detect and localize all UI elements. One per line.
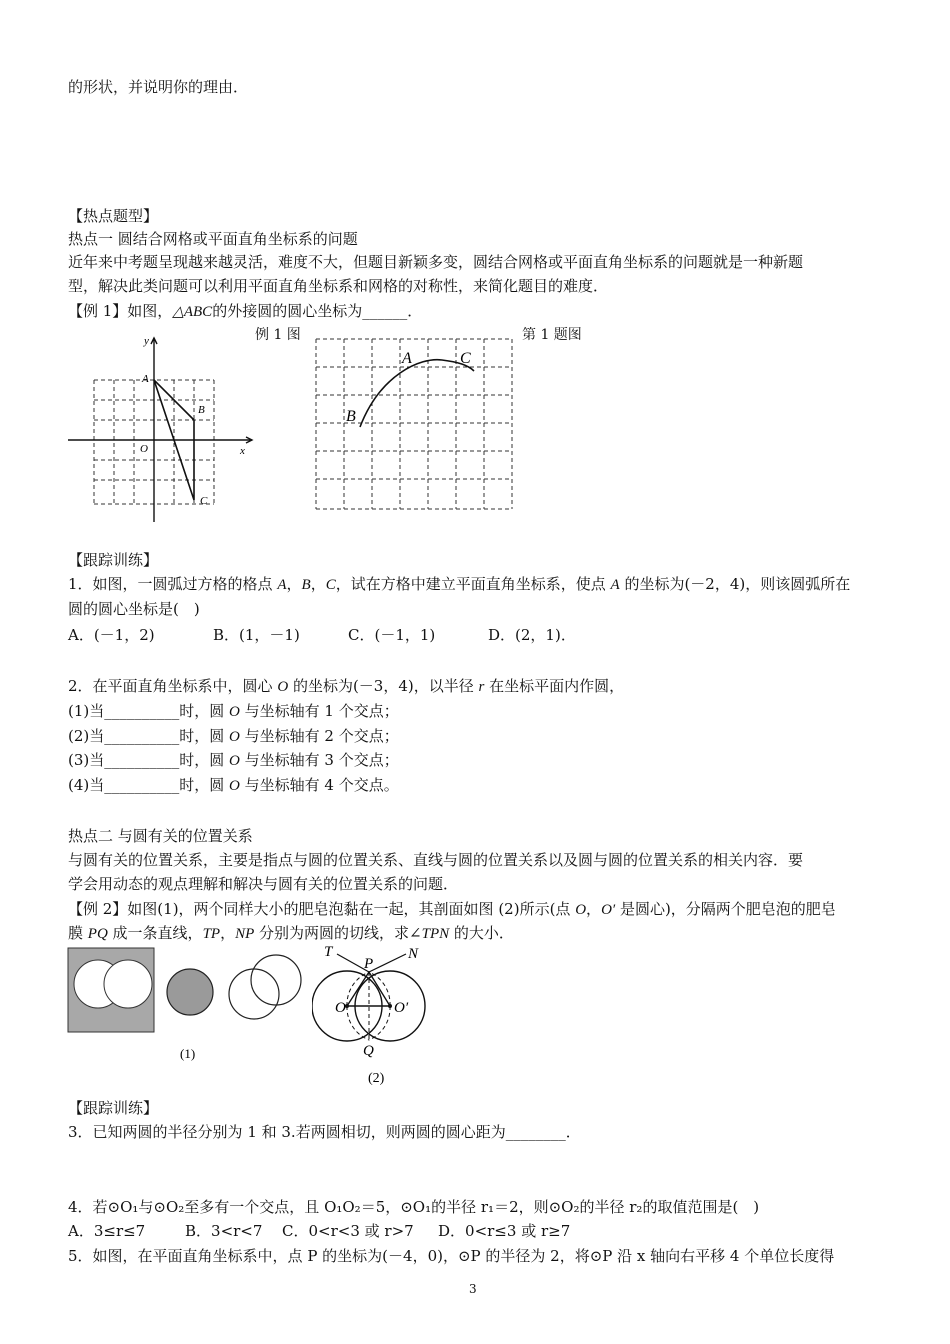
q2-i4-pre: (4)当__________时，圆 [68,776,230,794]
fig3-caption-1: (1) [180,1046,196,1061]
ex1-label: 【例 1】如图， [68,302,173,320]
q1-pb: B [301,577,311,593]
q3-line: 3．已知两圆的半径分别为 1 和 3.若两圆相切，则两圆的圆心距为________． [68,1123,581,1141]
q1-option-c: C．(－1，1) [348,626,436,644]
q2-i3-pre: (3)当__________时，圆 [68,751,230,769]
q2-i1-post: 与坐标轴有 1 个交点； [239,702,399,720]
ex2-t6: ， [220,924,236,942]
ex2-tp: TP [202,926,221,942]
q1-pc: C [325,577,336,593]
bubble-section [167,969,213,1015]
q1-line-1 [68,573,850,596]
example1-caption: 例 1 图 [255,327,301,343]
hot1-para-1: 近年来中考题呈现越来越灵活，难度不大，但题目新颖多变，圆结合网格或平面直角坐标系的问题就是一种新题 [68,253,804,271]
q2-i1-o: O [229,704,240,720]
q2-r: r [478,679,485,695]
q1-option-b: B．(1，－1) [213,626,300,644]
ex2-tpn: TPN [421,926,450,942]
q2-item-2 [68,725,399,748]
fig2-label-b: B [346,408,356,425]
q2-t1: 2．在平面直角坐标系中，圆心 [68,677,278,695]
example2-line-2 [68,922,514,945]
bubble-outline-b [251,955,301,1005]
q2-t2: 的坐标为(－3，4)，以半径 [288,677,479,695]
question1-figure [310,335,520,515]
example1-axes [68,338,252,522]
ex2-o: O [575,902,587,918]
fig4-label-q: Q [363,1043,374,1059]
circle-arc [360,360,474,427]
example1-line [68,300,422,323]
q4-option-c: C．0<r<3 或 r>7 [282,1222,414,1240]
tangent-np [369,954,406,972]
q2-i4-o: O [229,778,240,794]
ex2-t5: 成一条直线， [107,924,203,942]
hot2-para-2: 学会用动态的观点理解和解决与圆有关的位置关系的问题． [68,875,459,893]
fig4-caption-2: (2) [368,1071,385,1086]
bubble-outline-a [229,969,279,1019]
ex2-t8: 的大小． [449,924,514,942]
fig1-label-b: B [198,404,205,416]
q4-option-d: D．0<r≤3 或 r≥7 [438,1222,571,1240]
fig1-label-c: C [200,495,208,507]
ex2-pq: PQ [87,926,108,942]
ex2-o2: O′ [601,902,616,918]
hot1-para-2: 型，解决此类问题可以利用平面直角坐标系和网格的对称性，来简化题目的难度． [68,277,609,295]
q2-i2-o: O [229,729,240,745]
hot2-title: 热点二 与圆有关的位置关系 [68,827,253,845]
ex1-rest: 的外接圆的圆心坐标为______． [212,302,423,320]
q2-i3-o: O [229,753,240,769]
q2-item-4 [68,774,399,797]
fig4-label-p: P [364,956,374,972]
ex2-t7: 分别为两圆的切线，求∠ [254,924,422,942]
fig4-label-t: T [324,944,333,960]
q1-t3: ， [310,575,326,593]
hot-types-heading: 【热点题型】 [68,207,159,225]
q4-option-a: A．3≤r≤7 [68,1222,146,1240]
ex1-triangle: △ABC [172,304,213,320]
q2-i1-pre: (1)当__________时，圆 [68,702,230,720]
page-number: 3 [469,1282,477,1296]
ex2-np: NP [235,926,255,942]
ex2-t4: 膜 [68,924,88,942]
q1-t1: 1．如图，一圆弧过方格的格点 [68,575,278,593]
q2-line-1 [68,675,624,698]
q2-item-1 [68,700,399,723]
q1-t5: 的坐标为(－2，4)，则该圆弧所在 [619,575,851,593]
fig2-label-c: C [460,350,471,367]
q1-option-d: D．(2，1)． [488,626,576,644]
q2-item-3 [68,749,399,772]
fig4-label-n: N [408,946,419,962]
q1-t2: ， [286,575,302,593]
q2-i2-post: 与坐标轴有 2 个交点； [239,727,399,745]
q1-pa2: A [610,577,620,593]
example2-line-1 [68,898,836,921]
intro-tail: 的形状，并说明你的理由． [68,78,249,96]
ex2-t1: 【例 2】如图(1)，两个同样大小的肥皂泡黏在一起，其剖面如图 (2)所示(点 [68,900,576,918]
soap-bubble-figure-2 [312,942,447,1092]
q5-line-1: 5．如图，在平面直角坐标系中，点 P 的坐标为(－4，0)，⊙P 的半径为 2，将⊙P 沿 x 轴向右平移 4 个单位长度得 [68,1247,835,1265]
tracking-heading-2: 【跟踪训练】 [68,1099,159,1117]
fig1-label-a: A [142,373,149,385]
q2-i3-post: 与坐标轴有 3 个交点； [239,751,399,769]
fig2-label-a: A [402,350,412,367]
q1-option-a: A．(－1，2) [68,626,155,644]
fig4-label-o: O [335,1000,346,1016]
hot1-title: 热点一 圆结合网格或平面直角坐标系的问题 [68,230,358,248]
fig1-label-x: x [240,445,245,457]
question1-caption: 第 1 题图 [522,327,582,343]
q2-t3: 在坐标平面内作圆， [484,677,625,695]
fig4-label-o-prime: O′ [394,1000,409,1016]
example1-figure [60,330,270,530]
q1-pa: A [277,577,287,593]
fig1-label-y: y [144,335,149,347]
q2-i4-post: 与坐标轴有 4 个交点。 [239,776,399,794]
q1-t4: ，试在方格中建立平面直角坐标系，使点 [335,575,611,593]
q4-option-b: B．3<r<7 [185,1222,263,1240]
hot2-para-1: 与圆有关的位置关系，主要是指点与圆的位置关系、直线与圆的位置关系以及圆与圆的位置关系的相关内容．要 [68,851,804,869]
fig1-label-o: O [140,443,148,455]
ex2-t2: ， [586,900,602,918]
q4-line-1: 4．若⊙O₁与⊙O₂至多有一个交点，且 O₁O₂＝5，⊙O₁的半径 r₁＝2，则⊙O₂的半径 r₂的取值范围是( ) [68,1198,760,1216]
q1-line-2: 圆的圆心坐标是( ) [68,600,200,618]
q2-o: O [277,679,289,695]
q2-i2-pre: (2)当__________时，圆 [68,727,230,745]
ex2-t3: 是圆心)，分隔两个肥皂泡的肥皂 [615,900,836,918]
soap-bubble-figure-1 [64,944,304,1064]
tracking-heading-1: 【跟踪训练】 [68,551,159,569]
bubble-right [104,960,152,1008]
